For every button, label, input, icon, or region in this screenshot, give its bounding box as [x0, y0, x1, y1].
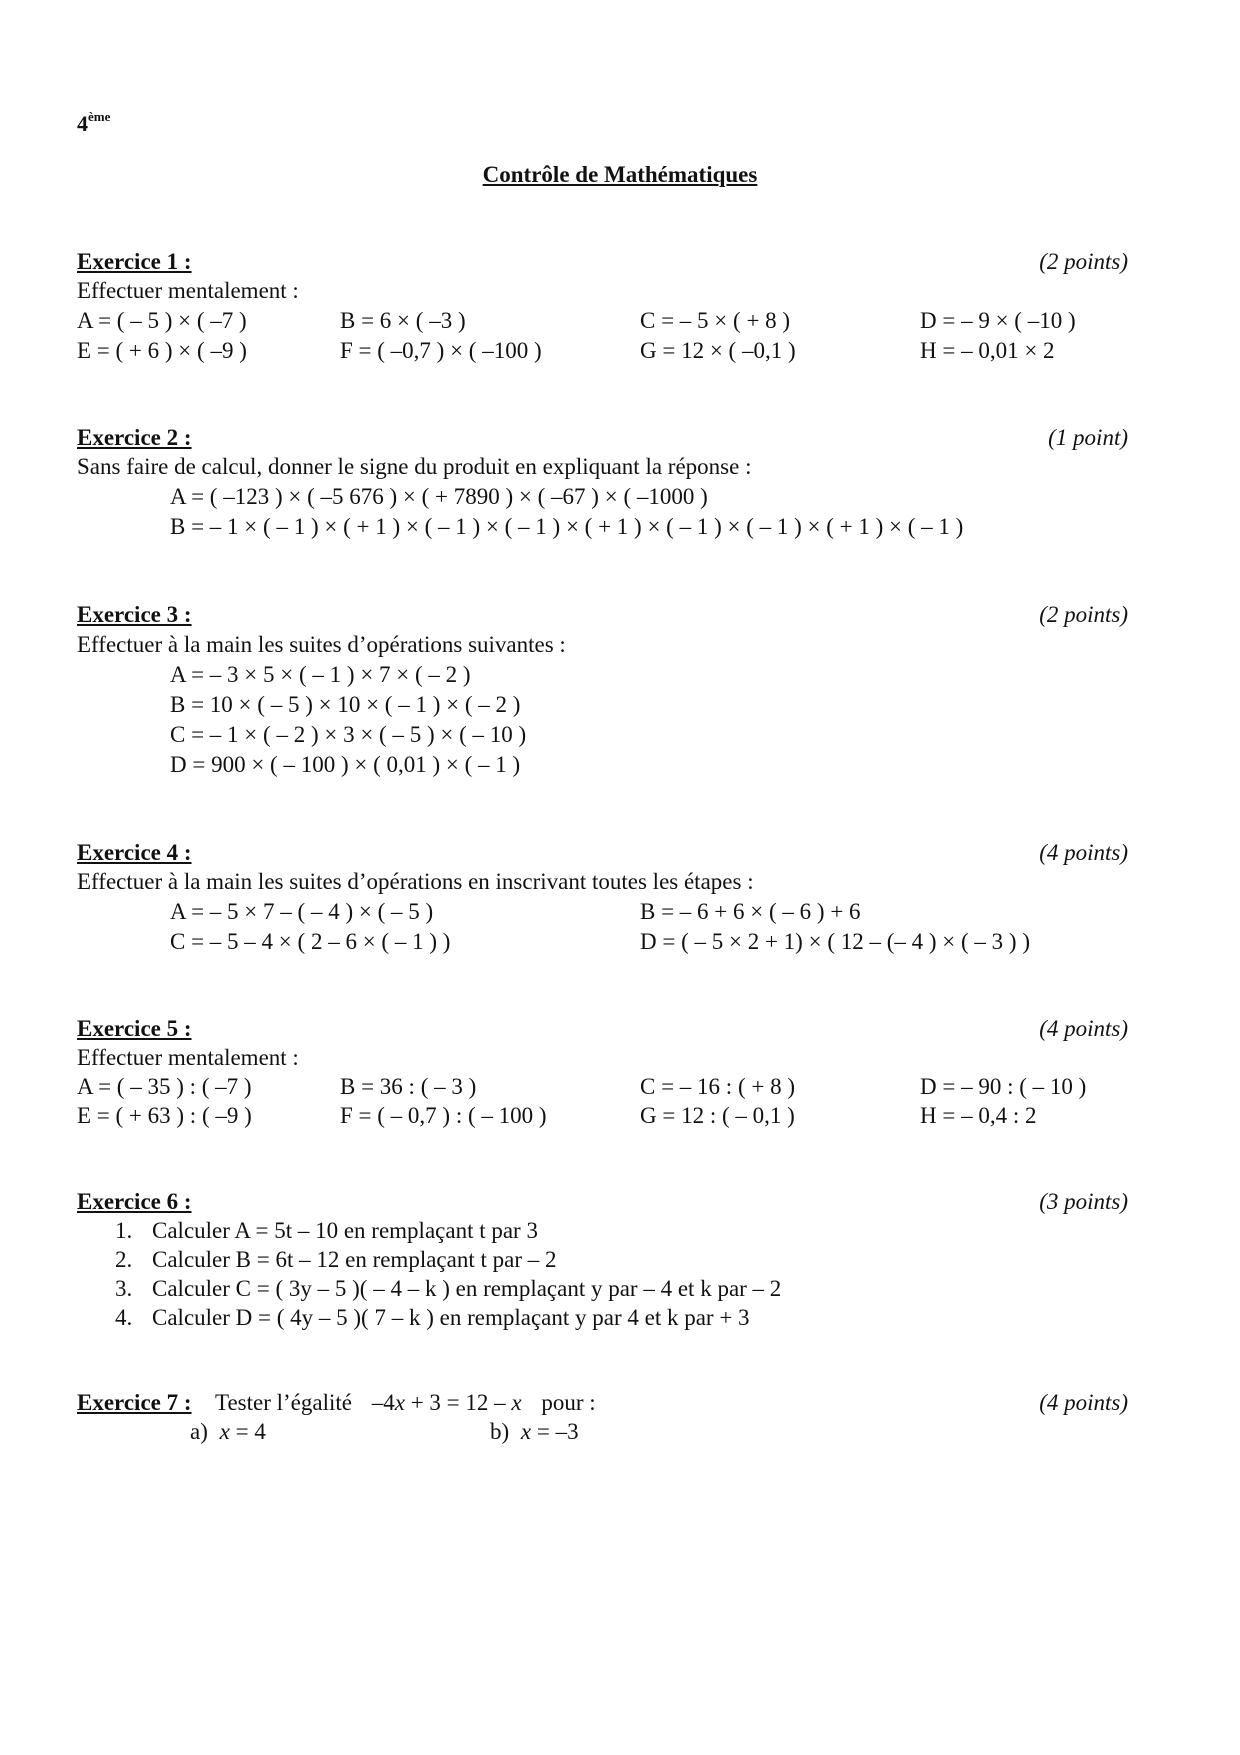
ex7-item-b: b) x = –3 — [490, 1419, 579, 1444]
ex1-item-d: D = – 9 × ( –10 ) — [920, 308, 1076, 333]
ex4-item-d: D = ( – 5 × 2 + 1) × ( 12 – (– 4 ) × ( – 3 ) ) — [640, 929, 1030, 954]
page-title: Contrôle de Mathématiques — [482, 162, 758, 187]
exercise-6-title: Exercice 6 : — [77, 1189, 192, 1214]
exercise-3-instruction: Effectuer à la main les suites d’opérations suivantes : — [77, 632, 566, 657]
ex6-item-1-num: 1. — [115, 1218, 133, 1243]
ex4-item-b: B = – 6 + 6 × ( – 6 ) + 6 — [640, 899, 861, 924]
exercise-7-instruction-pre: Tester l’égalité — [215, 1390, 352, 1415]
exercise-2-points: (1 point) — [1048, 425, 1128, 450]
ex6-item-4: Calculer D = ( 4y – 5 )( 7 – k ) en remplaçant y par 4 et k par + 3 — [152, 1305, 750, 1330]
ex2-item-b: B = – 1 × ( – 1 ) × ( + 1 ) × ( – 1 ) × ( – 1 ) × ( + 1 ) × ( – 1 ) × ( – 1 ) × ( + 1 ) × ( – 1 ) — [170, 514, 964, 539]
level-superscript: ème — [88, 109, 111, 124]
ex6-item-2-num: 2. — [115, 1247, 133, 1272]
exercise-1-instruction: Effectuer mentalement : — [77, 278, 299, 303]
ex3-item-c: C = – 1 × ( – 2 ) × 3 × ( – 5 ) × ( – 10 ) — [170, 722, 527, 747]
exercise-5-instruction: Effectuer mentalement : — [77, 1045, 299, 1070]
ex6-item-2: Calculer B = 6t – 12 en remplaçant t par – 2 — [152, 1247, 557, 1272]
exercise-1-title: Exercice 1 : — [77, 249, 192, 274]
ex1-item-f: F = ( –0,7 ) × ( –100 ) — [340, 338, 542, 363]
exercise-3-title: Exercice 3 : — [77, 602, 192, 627]
ex6-item-1: Calculer A = 5t – 10 en remplaçant t par 3 — [152, 1218, 538, 1243]
ex5-item-g: G = 12 : ( – 0,1 ) — [640, 1103, 795, 1128]
exercise-2-instruction: Sans faire de calcul, donner le signe du produit en expliquant la réponse : — [77, 454, 752, 479]
ex1-item-e: E = ( + 6 ) × ( –9 ) — [77, 338, 247, 363]
exercise-7-instruction-post: pour : — [541, 1390, 596, 1415]
exercise-4-title: Exercice 4 : — [77, 840, 192, 865]
class-level: 4ème — [77, 109, 111, 136]
ex5-item-b: B = 36 : ( – 3 ) — [340, 1074, 477, 1099]
exercise-4-points: (4 points) — [1039, 840, 1128, 865]
exercise-7-title: Exercice 7 : — [77, 1390, 192, 1415]
ex5-item-h: H = – 0,4 : 2 — [920, 1103, 1037, 1128]
ex1-item-g: G = 12 × ( –0,1 ) — [640, 338, 796, 363]
ex1-item-b: B = 6 × ( –3 ) — [340, 308, 466, 333]
ex6-item-4-num: 4. — [115, 1305, 133, 1330]
ex5-item-a: A = ( – 35 ) : ( –7 ) — [77, 1074, 252, 1099]
ex6-item-3: Calculer C = ( 3y – 5 )( – 4 – k ) en remplaçant y par – 4 et k par – 2 — [152, 1276, 782, 1301]
ex2-item-a: A = ( –123 ) × ( –5 676 ) × ( + 7890 ) × ( –67 ) × ( –1000 ) — [170, 484, 708, 509]
exercise-4-instruction: Effectuer à la main les suites d’opérations en inscrivant toutes les étapes : — [77, 869, 754, 894]
ex5-item-d: D = – 90 : ( – 10 ) — [920, 1074, 1087, 1099]
ex4-item-c: C = – 5 – 4 × ( 2 – 6 × ( – 1 ) ) — [170, 929, 451, 954]
ex3-item-d: D = 900 × ( – 100 ) × ( 0,01 ) × ( – 1 ) — [170, 752, 521, 777]
ex1-item-h: H = – 0,01 × 2 — [920, 338, 1055, 363]
ex5-item-e: E = ( + 63 ) : ( –9 ) — [77, 1103, 252, 1128]
exercise-5-points: (4 points) — [1039, 1016, 1128, 1041]
ex5-item-f: F = ( – 0,7 ) : ( – 100 ) — [340, 1103, 547, 1128]
exercise-7-points: (4 points) — [1039, 1390, 1128, 1415]
ex4-item-a: A = – 5 × 7 – ( – 4 ) × ( – 5 ) — [170, 899, 434, 924]
equality-expression: –4x + 3 = 12 – x — [371, 1390, 522, 1415]
ex7-item-a: a) x = 4 — [190, 1419, 266, 1444]
exercise-5-title: Exercice 5 : — [77, 1016, 192, 1041]
exercise-6-points: (3 points) — [1039, 1189, 1128, 1214]
ex3-item-a: A = – 3 × 5 × ( – 1 ) × 7 × ( – 2 ) — [170, 662, 471, 687]
ex3-item-b: B = 10 × ( – 5 ) × 10 × ( – 1 ) × ( – 2 ) — [170, 692, 521, 717]
ex5-item-c: C = – 16 : ( + 8 ) — [640, 1074, 795, 1099]
ex1-item-c: C = – 5 × ( + 8 ) — [640, 308, 791, 333]
exercise-2-title: Exercice 2 : — [77, 425, 192, 450]
exercise-7-instruction — [215, 1391, 596, 1414]
ex6-item-3-num: 3. — [115, 1276, 133, 1301]
ex1-item-a: A = ( – 5 ) × ( –7 ) — [77, 308, 247, 333]
exercise-1-points: (2 points) — [1039, 249, 1128, 274]
exercise-3-points: (2 points) — [1039, 602, 1128, 627]
